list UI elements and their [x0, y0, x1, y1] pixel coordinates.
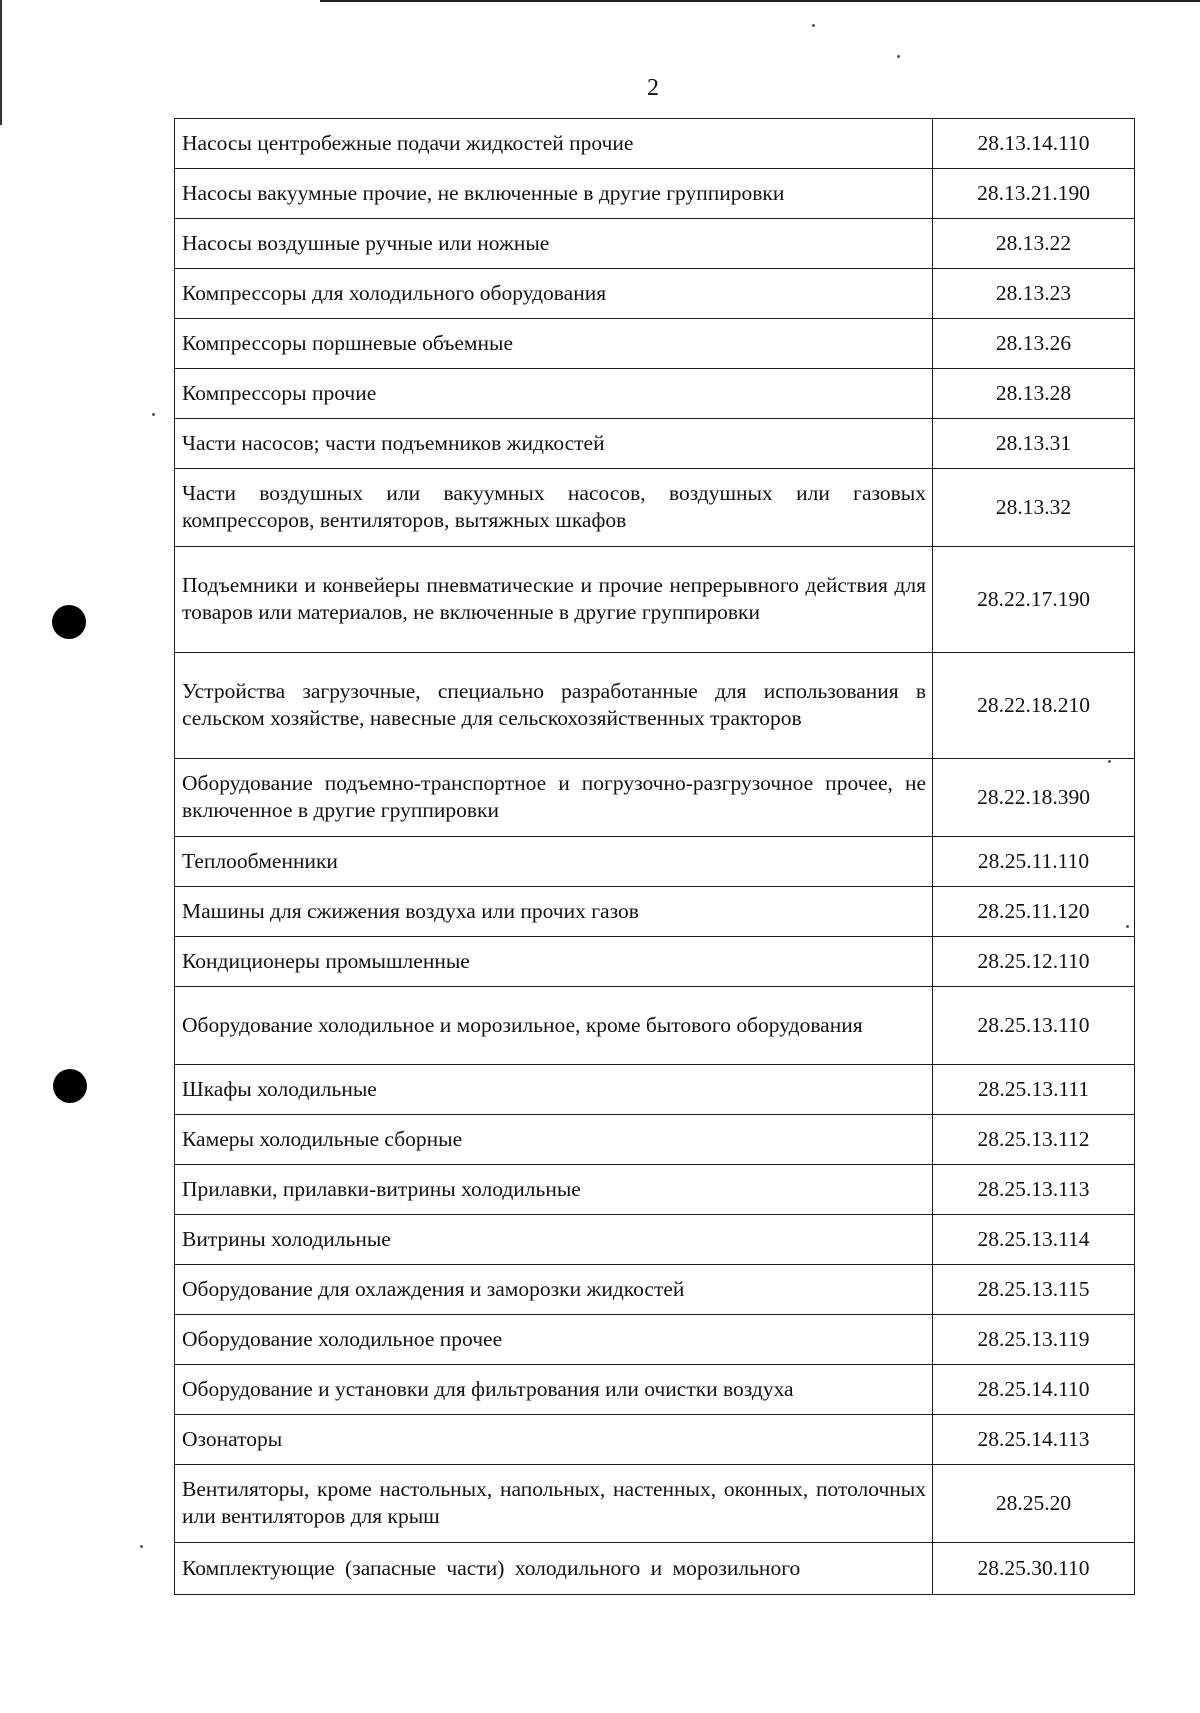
item-code: 28.25.13.113: [933, 1165, 1135, 1215]
table-row: [175, 469, 1135, 547]
item-name: Витрины холодильные: [175, 1215, 933, 1265]
item-name: Камеры холодильные сборные: [175, 1115, 933, 1165]
item-code: 28.25.30.110: [933, 1543, 1135, 1595]
item-code: 28.13.23: [933, 269, 1135, 319]
table-row: [175, 219, 1135, 269]
item-name: Оборудование холодильное и морозильное, кроме бытового оборудования: [175, 987, 933, 1065]
scan-speck: [140, 1545, 143, 1548]
table-row: [175, 1415, 1135, 1465]
punch-hole-bottom: [53, 1069, 87, 1103]
item-code: 28.25.13.110: [933, 987, 1135, 1065]
table-row: [175, 1543, 1135, 1595]
item-name: Компрессоры поршневые объемные: [175, 319, 933, 369]
table-row: [175, 547, 1135, 653]
item-name: Оборудование и установки для фильтрования или очистки воздуха: [175, 1365, 933, 1415]
item-code: 28.25.11.110: [933, 837, 1135, 887]
item-code: 28.25.13.112: [933, 1115, 1135, 1165]
table-row: [175, 653, 1135, 759]
item-code: 28.13.21.190: [933, 169, 1135, 219]
item-name: Оборудование холодильное прочее: [175, 1315, 933, 1365]
table-row: [175, 1265, 1135, 1315]
item-code: 28.22.18.390: [933, 759, 1135, 837]
item-name: Шкафы холодильные: [175, 1065, 933, 1115]
item-code: 28.25.11.120: [933, 887, 1135, 937]
item-name: Части насосов; части подъемников жидкостей: [175, 419, 933, 469]
table-row: [175, 759, 1135, 837]
item-name: Машины для сжижения воздуха или прочих газов: [175, 887, 933, 937]
table-row: [175, 1115, 1135, 1165]
item-code: 28.13.22: [933, 219, 1135, 269]
table-row: [175, 1065, 1135, 1115]
table-row: [175, 937, 1135, 987]
item-code: 28.22.17.190: [933, 547, 1135, 653]
item-name: Прилавки, прилавки-витрины холодильные: [175, 1165, 933, 1215]
scan-top-edge: [320, 0, 1200, 2]
item-name: Вентиляторы, кроме настольных, напольных, настенных, оконных, потолочных или вентиляторов для крыш: [175, 1465, 933, 1543]
item-code: 28.13.26: [933, 319, 1135, 369]
item-name: Компрессоры для холодильного оборудования: [175, 269, 933, 319]
table-row: [175, 1215, 1135, 1265]
table-row: [175, 369, 1135, 419]
item-name: Компрессоры прочие: [175, 369, 933, 419]
item-name: Подъемники и конвейеры пневматические и прочие непрерывного действия для товаров или материалов, не включенные в другие группировки: [175, 547, 933, 653]
table-row: [175, 419, 1135, 469]
table-row: [175, 987, 1135, 1065]
item-name: Насосы вакуумные прочие, не включенные в другие группировки: [175, 169, 933, 219]
item-code: 28.25.14.110: [933, 1365, 1135, 1415]
table-row: [175, 1315, 1135, 1365]
item-code: 28.25.13.115: [933, 1265, 1135, 1315]
item-code: 28.13.32: [933, 469, 1135, 547]
item-code: 28.13.31: [933, 419, 1135, 469]
item-name: Кондиционеры промышленные: [175, 937, 933, 987]
item-code: 28.25.13.111: [933, 1065, 1135, 1115]
table-row: [175, 269, 1135, 319]
table-row: [175, 1465, 1135, 1543]
item-name: Устройства загрузочные, специально разработанные для использования в сельском хозяйстве, навесные для сельскохозяйственных тракторов: [175, 653, 933, 759]
item-name: Части воздушных или вакуумных насосов, воздушных или газовых компрессоров, вентиляторов, вытяжных шкафов: [175, 469, 933, 547]
table-row: [175, 169, 1135, 219]
item-code: 28.25.13.114: [933, 1215, 1135, 1265]
punch-hole-top: [52, 605, 86, 639]
scan-speck: [1108, 760, 1111, 763]
item-code: 28.25.13.119: [933, 1315, 1135, 1365]
scan-speck: [897, 55, 900, 58]
table-row: [175, 837, 1135, 887]
table-row: [175, 1165, 1135, 1215]
scan-speck: [152, 413, 155, 416]
page-number: 2: [647, 75, 659, 101]
item-code: 28.25.12.110: [933, 937, 1135, 987]
table-row: [175, 119, 1135, 169]
table-row: [175, 887, 1135, 937]
scan-speck: [812, 24, 815, 27]
item-code: 28.25.20: [933, 1465, 1135, 1543]
item-name: Озонаторы: [175, 1415, 933, 1465]
table-row: [175, 319, 1135, 369]
item-name: Теплообменники: [175, 837, 933, 887]
table-row: [175, 1365, 1135, 1415]
scan-left-edge: [0, 0, 2, 125]
scan-speck: [1126, 925, 1129, 928]
item-name: Оборудование подъемно-транспортное и погрузочно-разгрузочное прочее, не включенное в другие группировки: [175, 759, 933, 837]
okpd-code-table: [174, 118, 1135, 1595]
item-name: Насосы центробежные подачи жидкостей прочие: [175, 119, 933, 169]
item-name: Насосы воздушные ручные или ножные: [175, 219, 933, 269]
item-code: 28.25.14.113: [933, 1415, 1135, 1465]
item-name: Комплектующие (запасные части) холодильного и морозильного: [175, 1543, 933, 1595]
item-name: Оборудование для охлаждения и заморозки жидкостей: [175, 1265, 933, 1315]
item-code: 28.22.18.210: [933, 653, 1135, 759]
item-code: 28.13.28: [933, 369, 1135, 419]
item-code: 28.13.14.110: [933, 119, 1135, 169]
